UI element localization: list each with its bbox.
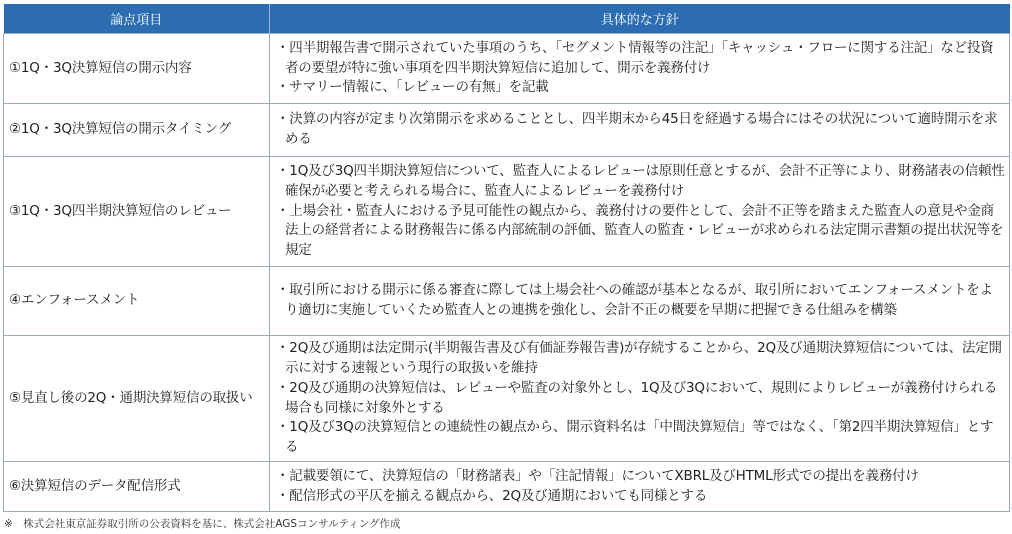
- policy-bullet: ・決算の内容が定まり次第開示を求めることとし、四半期末から45日を経過する場合にはその状況について適時開示を求める: [276, 111, 998, 147]
- table-row: [4, 267, 1010, 336]
- policy-cell: [270, 157, 1010, 267]
- table-row: [4, 336, 1010, 462]
- table-header-row: [4, 4, 1010, 34]
- policy-cell: [270, 462, 1010, 512]
- policy-bullet: ・2Q及び通期の決算短信は、レビューや監査の対象外とし、1Q及び3Qにおいて、規則によりレビューが義務付けられる場合も同様に対象外とする: [276, 379, 998, 416]
- policy-cell: [270, 104, 1010, 157]
- table-row: [4, 462, 1010, 512]
- policy-bullet: ・上場会社・監査人における予見可能性の観点から、義務付けの要件として、会計不正等を踏まえた監査人の意見や金商法上の経営者による財務報告に係る内部統制の評価、監査人の監査・レビューが求められる法定開示書類の提出状況等を規定: [276, 202, 1004, 259]
- footnote: ※ 株式会社東京証券取引所の公表資料を基に、株式会社AGSコンサルティング作成: [4, 518, 401, 530]
- header-policy: 具体的な方針: [270, 4, 1010, 34]
- table-row: [4, 157, 1010, 267]
- policy-bullet: ・1Q及び3Q四半期決算短信について、監査人によるレビューは原則任意とするが、会計不正等により、財務諸表の信頼性確保が必要と考えられる場合に、監査人によるレビューを義務付け: [276, 163, 1005, 199]
- topic-cell: ②1Q・3Q決算短信の開示タイミング: [4, 104, 270, 157]
- policy-cell: [270, 267, 1010, 336]
- topic-cell: ①1Q・3Q決算短信の開示内容: [4, 34, 270, 104]
- header-topic: 論点項目: [4, 4, 270, 34]
- topic-cell: ④エンフォースメント: [4, 267, 270, 336]
- policy-bullet: ・サマリー情報に、「レビューの有無」を記載: [276, 79, 549, 96]
- policy-cell: [270, 34, 1010, 104]
- policy-cell: [270, 336, 1010, 462]
- topic-cell: ⑥決算短信のデータ配信形式: [4, 462, 270, 512]
- policy-bullet: ・取引所における開示に係る審査に際しては上場会社への確認が基本となるが、取引所においてエンフォースメントをより適切に実施していくため監査人との連携を強化し、会計不正の概要を早期に把握できる仕組みを構築: [276, 282, 993, 318]
- policy-table: [3, 4, 1010, 512]
- topic-cell: ③1Q・3Q四半期決算短信のレビュー: [4, 157, 270, 267]
- policy-bullet: ・四半期報告書で開示されていた事項のうち、「セグメント情報等の注記」「キャッシュ・フローに関する注記」など投資者の要望が特に強い事項を四半期決算短信に追加して、開示を義務付け: [276, 39, 994, 76]
- policy-bullet: ・2Q及び通期は法定開示(半期報告書及び有価証券報告書)が存続することから、2Q及び通期決算短信については、法定開示に対する速報という現行の取扱いを維持: [276, 340, 1002, 376]
- table-row: [4, 104, 1010, 157]
- table-row: [4, 34, 1010, 104]
- policy-bullet: ・1Q及び3Qの決算短信との連続性の観点から、開示資料名は「中間決算短信」等ではなく、「第2四半期決算短信」とする: [276, 419, 994, 456]
- policy-bullet: ・配信形式の平仄を揃える観点から、2Q及び通期においても同様とする: [276, 487, 708, 504]
- topic-cell: ⑤見直し後の2Q・通期決算短信の取扱い: [4, 336, 270, 462]
- policy-bullet: ・記載要領にて、決算短信の「財務諸表」や「注記情報」についてXBRL及びHTML形式での提出を義務付け: [276, 467, 919, 484]
